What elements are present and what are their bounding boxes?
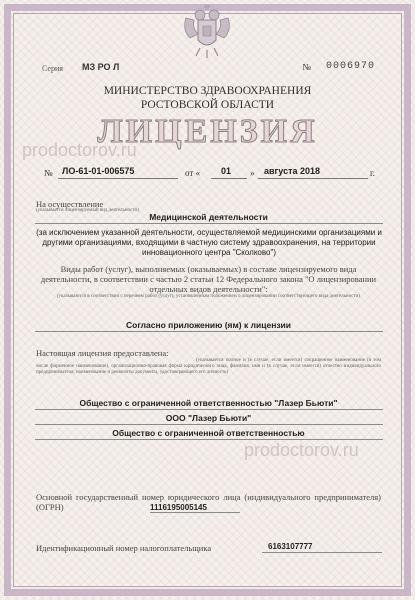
works-text: Виды работ (услуг), выполняемых (оказываемых) в составе лицензируемого вида деятельности, в соответствии с частью 2 статьи 12 Федерального закона "О лицензировании отдельных видов деятельности": bbox=[40, 264, 377, 294]
activity-label: На осуществление bbox=[36, 199, 104, 209]
series-label: Серия bbox=[42, 64, 63, 73]
works-hint: (указываются в соответствии с перечнем работ (услуг), установленным положением о лицензировании соответствующего вида деятельности) bbox=[57, 294, 360, 299]
grantee-legal-form: Общество с ограниченной ответственностью bbox=[112, 428, 305, 438]
inn-label: Идентификационный номер налогоплательщика bbox=[36, 543, 212, 553]
coat-of-arms-icon bbox=[178, 4, 236, 58]
grantee-short-name: ООО "Лазер Бьюти" bbox=[165, 413, 252, 423]
activity-hint: (указывается лицензируемый вид деятельности) bbox=[36, 208, 139, 213]
license-day: 01 bbox=[221, 166, 232, 176]
works-value: Согласно приложению (ям) к лицензии bbox=[125, 320, 291, 330]
series-value: МЗ РО Л bbox=[82, 62, 120, 72]
ogrn-label: Основной государственный номер юридического лица (индивидуального предпринимателя) (ОГРН) bbox=[36, 492, 381, 512]
date-from-label: от « bbox=[185, 168, 201, 178]
ministry-line-1: МИНИСТЕРСТВО ЗДРАВООХРАНЕНИЯ bbox=[103, 85, 312, 97]
license-month-year: августа 2018 bbox=[264, 166, 321, 176]
number-label: № bbox=[302, 62, 311, 72]
license-no-label: № bbox=[44, 168, 53, 178]
ogrn-value: 1116195005145 bbox=[150, 503, 207, 512]
activity-exception: (за исключением указанной деятельности, осуществляемой медицинскими организациями и другими организациями, входящими в частную систему здравоохранения, на территории инновационного центра "Сколково") bbox=[36, 228, 382, 257]
grantee-full-name: Общество с ограниченной ответственностью "Лазер Бьюти" bbox=[79, 398, 338, 408]
inn-value: 6163107777 bbox=[268, 542, 313, 551]
year-suffix: г. bbox=[370, 168, 375, 178]
grantee-hint: (указывается полное и (в случае, если имеется) сокращенное наименование (в том числе фирменное наименование), организационно-правовая форма юридического лица, фамилия, имя и (в случае, если имеется) отчество индивидуального предпринимателя, наименование и реквизиты документа, удостоверяющего его личность) bbox=[36, 358, 381, 375]
activity-value: Медицинской деятельности bbox=[149, 212, 268, 222]
ministry-line-2: РОСТОВСКОЙ ОБЛАСТИ bbox=[140, 99, 275, 111]
license-number: ЛО-61-01-006575 bbox=[62, 166, 135, 176]
watermark: prodoctorov.ru bbox=[244, 440, 359, 460]
license-number-row bbox=[36, 166, 381, 180]
document-title: ЛИЦЕНЗИЯ bbox=[97, 113, 318, 150]
date-close-quote: » bbox=[250, 168, 255, 178]
grantee-lead: Настоящая лицензия предоставлена: bbox=[36, 348, 169, 358]
form-number: 0006970 bbox=[325, 61, 375, 72]
issuing-authority bbox=[0, 84, 415, 112]
watermark: prodoctorov.ru bbox=[22, 140, 137, 160]
